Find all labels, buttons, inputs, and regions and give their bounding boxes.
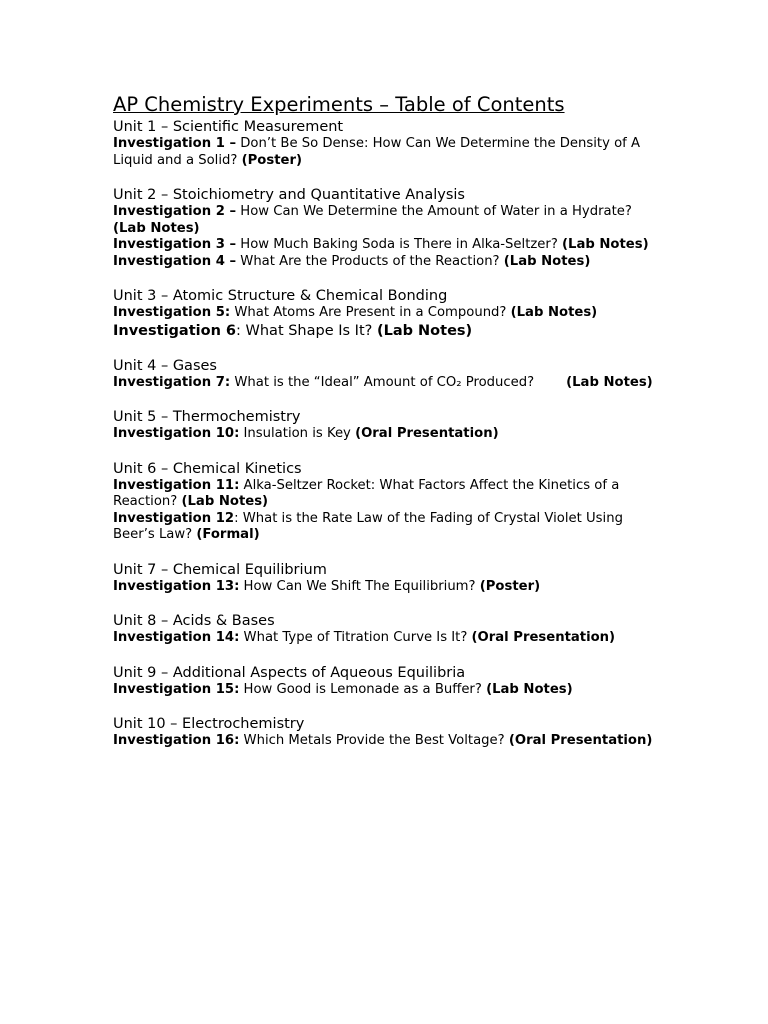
unit-section [113,460,658,544]
deliverable-format: (Lab Notes) [503,253,591,269]
unit-section [113,287,658,340]
investigation-label: Investigation 16: [113,733,240,748]
unit-section [113,357,658,392]
deliverable-format: (Lab Notes) [562,237,649,252]
deliverable-format: (Lab Notes) [486,681,573,697]
investigation-title: Insulation is Key [243,426,351,441]
unit-heading: Unit 5 – Thermochemistry [113,409,301,425]
investigation-entry [113,237,658,254]
investigation-title: : What is the Rate Law of the Fading of Crystal Violet Using Beer’s Law? [113,510,623,542]
investigation-title: Which Metals Provide the Best Voltage? [243,733,505,748]
investigation-label: Investigation 14: [113,630,240,645]
document-content [113,92,658,767]
unit-heading: Unit 3 – Atomic Structure & Chemical Bonding [113,288,448,304]
investigation-entry [113,375,658,392]
deliverable-format: (Lab Notes) [566,374,653,390]
investigation-label: Investigation 3 – [113,237,237,252]
deliverable-format: (Poster) [241,152,302,168]
investigation-label: Investigation 2 – [113,204,237,219]
investigation-label: Investigation 13: [113,578,240,594]
unit-heading: Unit 7 – Chemical Equilibrium [113,561,327,578]
investigation-entry [113,682,658,699]
investigation-title: How Can We Determine the Amount of Water in a Hydrate? [240,204,632,219]
investigation-label: Investigation 12 [113,510,235,526]
investigation-entry [113,254,658,271]
deliverable-format: (Oral Presentation) [355,426,499,441]
deliverable-format: (Poster) [479,578,541,594]
unit-section [113,408,658,443]
investigation-label: Investigation 5: [113,305,231,320]
deliverable-format: (Lab Notes) [113,220,200,236]
investigation-entry [113,322,658,340]
investigation-entry [113,579,658,596]
investigation-label: Investigation 6 [113,322,237,339]
unit-heading: Unit 6 – Chemical Kinetics [113,460,302,477]
unit-heading: Unit 10 – Electrochemistry [113,716,305,732]
unit-heading: Unit 8 – Acids & Bases [113,613,275,629]
unit-heading: Unit 1 – Scientific Measurement [113,119,344,135]
unit-heading: Unit 2 – Stoichiometry and Quantitative Analysis [113,187,465,203]
investigation-entry [113,426,658,443]
investigation-label: Investigation 1 – [113,136,237,151]
investigation-label: Investigation 7: [113,374,231,390]
investigation-entry [113,630,658,647]
investigation-entry [113,136,658,169]
investigation-title: What Are the Products of the Reaction? [240,253,500,269]
investigation-entry [113,305,658,322]
investigation-entry [113,478,658,511]
investigation-title: What Atoms Are Present in a Compound? [234,305,507,320]
investigation-title: : What Shape Is It? [236,322,373,339]
deliverable-format: (Formal) [196,527,260,542]
investigation-entry [113,733,658,750]
investigation-title: What is the “Ideal” Amount of CO₂ Produced? [234,374,535,390]
investigation-entry [113,511,658,544]
investigation-label: Investigation 4 – [113,253,237,269]
investigation-label: Investigation 11: [113,477,240,493]
investigation-title: Alka-Seltzer Rocket: What Factors Affect the Kinetics of a Reaction? [113,477,620,509]
unit-section [113,664,658,699]
investigation-entry [113,204,658,237]
unit-heading: Unit 4 – Gases [113,357,217,374]
unit-heading: Unit 9 – Additional Aspects of Aqueous Equilibria [113,664,466,681]
unit-section [113,561,658,596]
investigation-title: How Good is Lemonade as a Buffer? [243,681,482,697]
investigation-title: How Can We Shift The Equilibrium? [243,578,476,594]
deliverable-format: (Oral Presentation) [508,733,653,748]
unit-section [113,612,658,647]
deliverable-format: (Lab Notes) [181,494,269,509]
investigation-label: Investigation 15: [113,681,240,697]
investigation-title: What Type of Titration Curve Is It? [243,630,468,645]
deliverable-format: (Lab Notes) [510,305,598,320]
deliverable-format: (Lab Notes) [376,322,473,339]
unit-section [113,118,658,169]
investigation-title: Don’t Be So Dense: How Can We Determine the Density of A Liquid and a Solid? [113,136,641,168]
document-title: AP Chemistry Experiments – Table of Contents [113,93,565,116]
deliverable-format: (Oral Presentation) [471,630,616,645]
investigation-title: How Much Baking Soda is There in Alka-Seltzer? [240,237,558,252]
investigation-label: Investigation 10: [113,426,240,441]
unit-section [113,715,658,750]
unit-section [113,186,658,270]
